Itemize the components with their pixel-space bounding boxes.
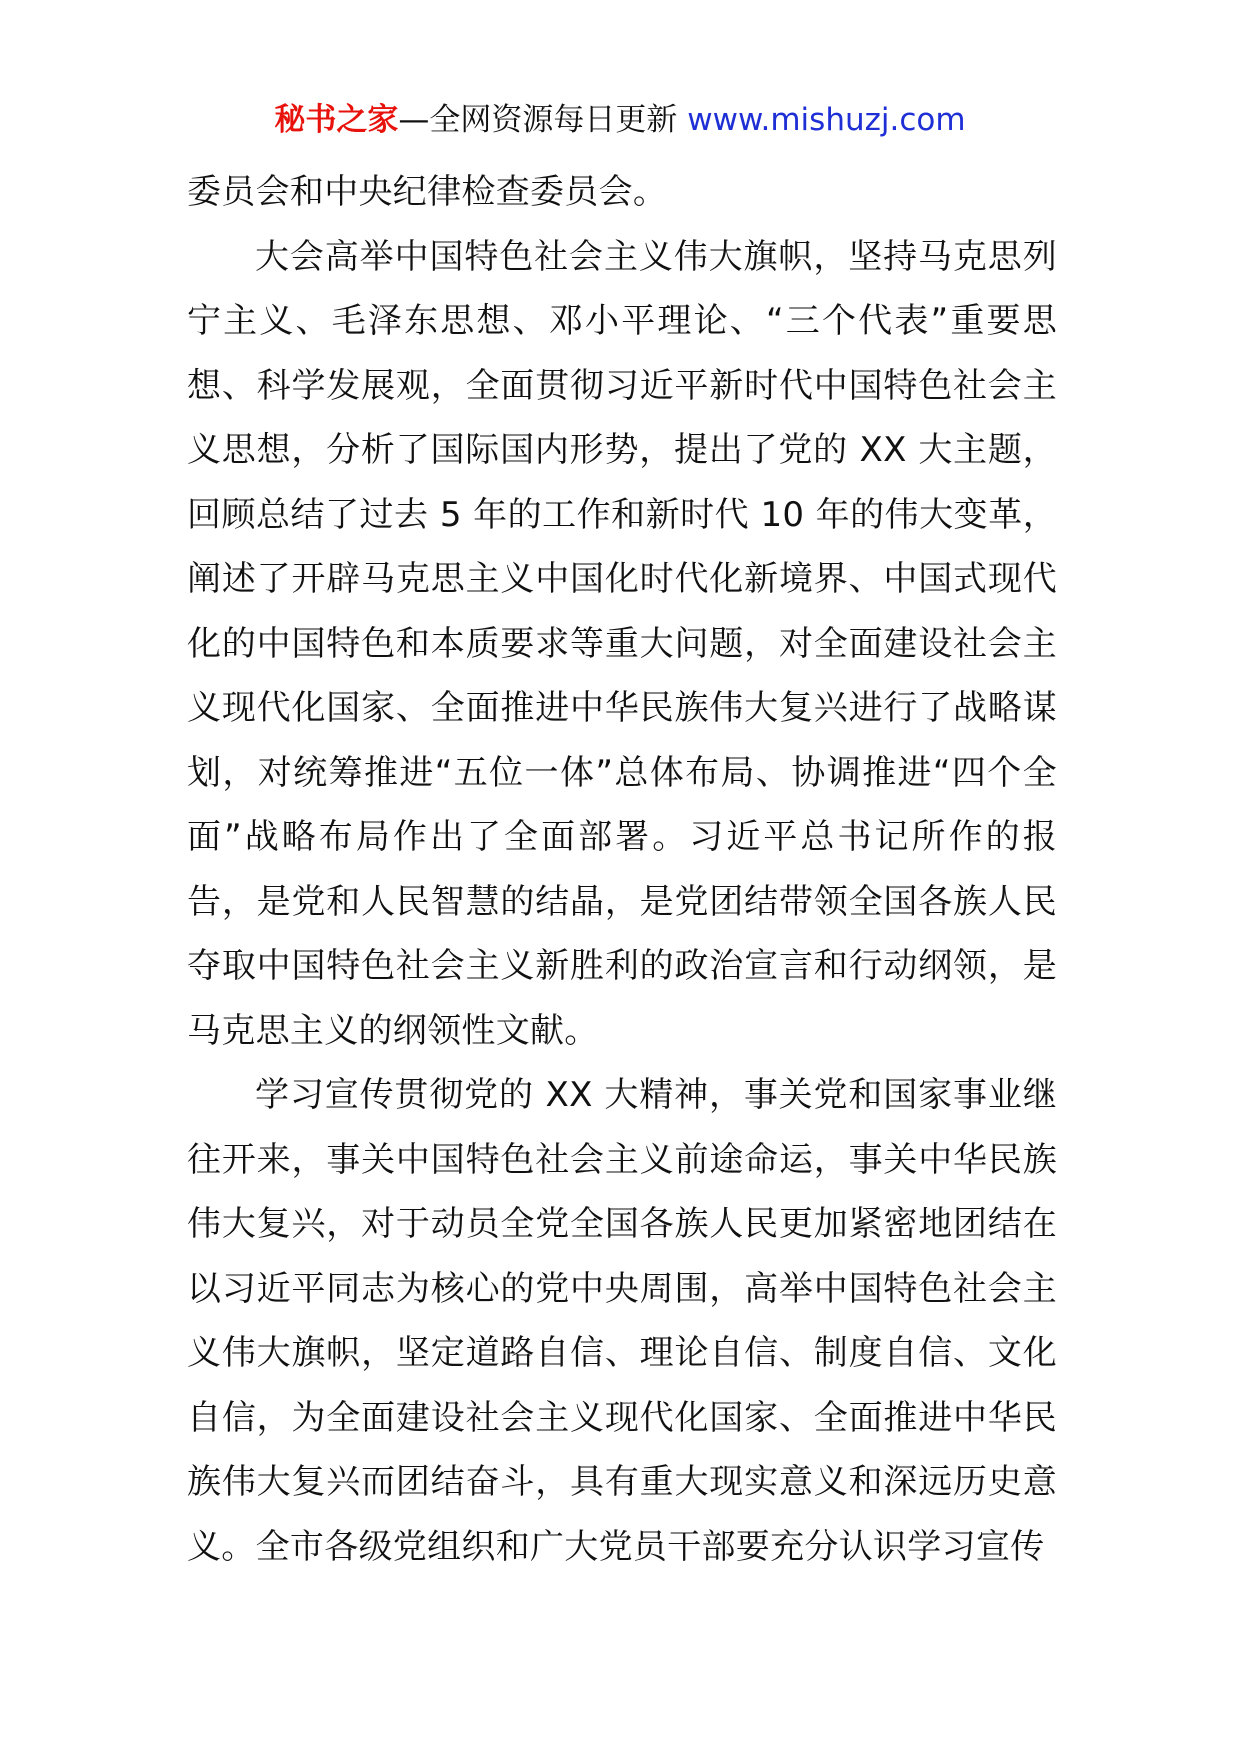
header-slogan: —全网资源每日更新	[398, 102, 678, 138]
paragraph: 学习宣传贯彻党的 XX 大精神，事关党和国家事业继往开来，事关中国特色社会主义前途命运，事关中华民族伟大复兴，对于动员全党全国各族人民更加紧密地团结在以习近平同志为核心的党中央周围，高举中国特色社会主义伟大旗帜，坚定道路自信、理论自信、制度自信、文化自信，为全面建设社会主义现代化国家、全面推进中华民族伟大复兴而团结奋斗，具有重大现实意义和深远历史意义。全市各级党组织和广大党员干部要充分认识学习宣传	[187, 1075, 1057, 1567]
page-header	[0, 100, 1240, 140]
website-link[interactable]: www.mishuzj.com	[687, 102, 966, 138]
paragraph-continuation: 委员会和中央纪律检查委员会。	[187, 172, 668, 212]
brand-name: 秘书之家	[274, 102, 399, 138]
paragraph: 大会高举中国特色社会主义伟大旗帜，坚持马克思列宁主义、毛泽东思想、邓小平理论、“三个代表”重要思想、科学发展观，全面贯彻习近平新时代中国特色社会主义思想，分析了国际国内形势，提出了党的 XX 大主题，回顾总结了过去 5 年的工作和新时代 10 年的伟大变革，阐述了开辟马克思主义中国化时代化新境界、中国式现代化的中国特色和本质要求等重大问题，对全面建设社会主义现代化国家、全面推进中华民族伟大复兴进行了战略谋划，对统筹推进“五位一体”总体布局、协调推进“四个全面”战略布局作出了全面部署。习近平总书记所作的报告，是党和人民智慧的结晶，是党团结带领全国各族人民夺取中国特色社会主义新胜利的政治宣言和行动纲领，是马克思主义的纲领性文献。	[187, 236, 1057, 1051]
document-body	[187, 160, 1057, 1579]
